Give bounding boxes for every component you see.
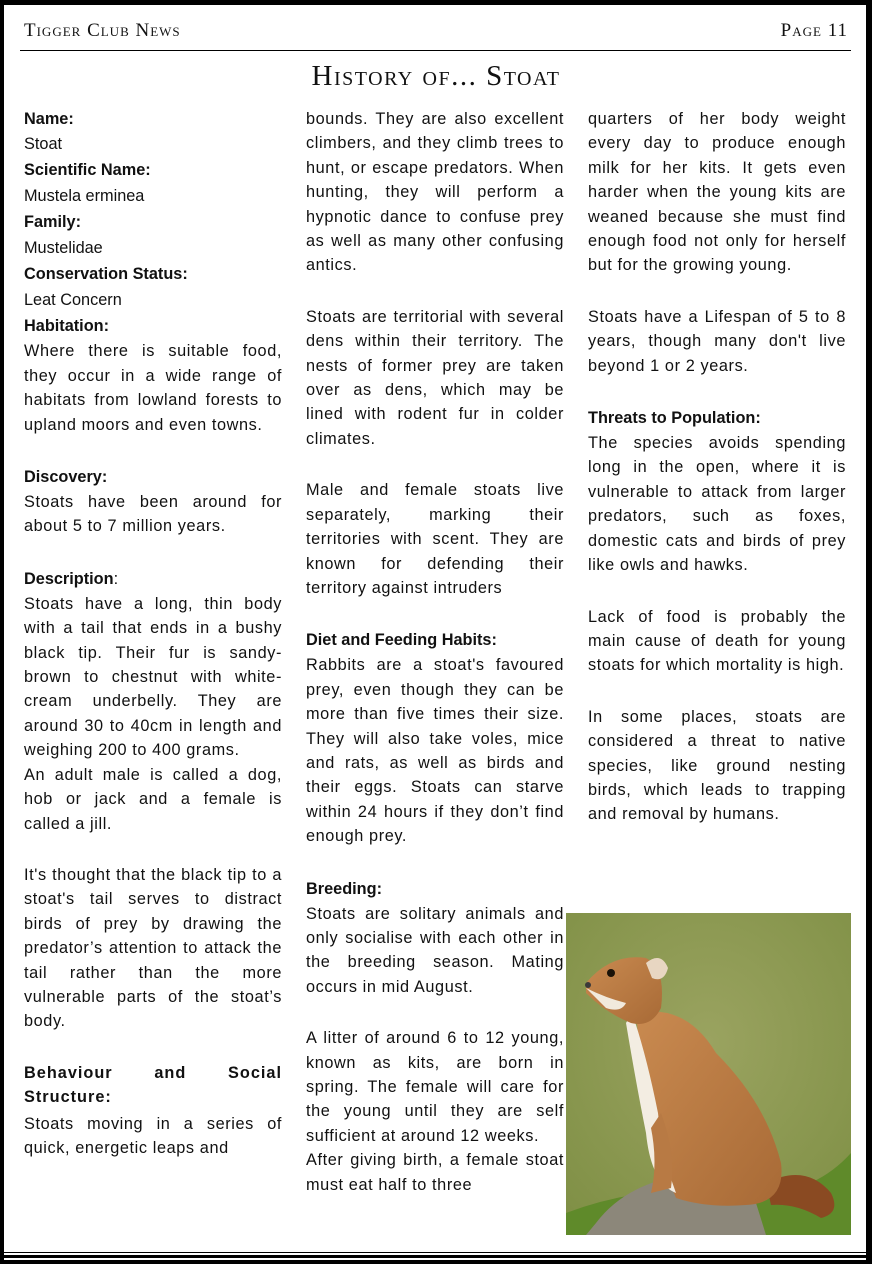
- page-number: Page 11: [780, 20, 848, 41]
- fact-label-conservation-status: Conservation Status:: [24, 265, 188, 284]
- fact-value-conservation-status: Leat Concern: [24, 291, 122, 310]
- threats-native-species-text: In some places, stoats are considered a threat to native species, like ground nesting birds, which leads to trapping and removal by humans.: [588, 707, 846, 824]
- breeding-text: Stoats are solitary animals and only socialise with each other in the breeding season. Mating occurs in mid August.: [306, 904, 564, 996]
- description-text: Stoats have a long, thin body with a tail that ends in a bushy black tip. Their fur is sandy-brown to chestnut with white-cream underbelly. They are around 30 to 40cm in length and weighing 200 to 400 grams.: [24, 594, 282, 760]
- discovery-heading: Discovery:: [24, 468, 108, 487]
- behaviour-text-continued: bounds. They are also excellent climbers, and they climb trees to hunt, or escape predators. When hunting, they will perform a hypnotic dance to confuse prey as well as many other confusing antics.: [306, 110, 564, 275]
- description-heading-colon: :: [113, 569, 119, 588]
- habitation-heading: Habitation:: [24, 317, 110, 336]
- fact-label-scientific-name: Scientific Name:: [24, 161, 151, 180]
- breeding-feeding-text-start: After giving birth, a female stoat must eat half to three: [306, 1151, 564, 1194]
- header-rule: [20, 50, 851, 51]
- article-title: History of... Stoat: [311, 60, 561, 92]
- publication-name: Tigger Club News: [24, 20, 181, 41]
- page-border-left: [0, 0, 4, 1264]
- fact-value-scientific-name: Mustela erminea: [24, 187, 145, 206]
- habitation-text: Where there is suitable food, they occur in a wide range of habitats from lowland forests to upland moors and even towns.: [24, 342, 282, 434]
- description-heading-line: [24, 566, 282, 592]
- stoat-photo: [566, 913, 851, 1235]
- diet-heading: Diet and Feeding Habits:: [306, 631, 497, 650]
- description-names-text: An adult male is called a dog, hob or jack and a female is called a jill.: [24, 765, 282, 833]
- column-1: [24, 107, 282, 1160]
- description-tail-text: It's thought that the black tip to a stoat's tail serves to distract birds of prey by drawing the predator’s attention to attack the tail rather than the more vulnerable parts of the stoat’s body.: [24, 865, 282, 1031]
- column-3: [588, 107, 846, 827]
- breeding-litter-text: A litter of around 6 to 12 young, known as kits, are born in spring. The female will care for the young until they are self sufficient at around 12 weeks.: [306, 1029, 564, 1145]
- running-header: [24, 20, 848, 46]
- behaviour-scent-text: Male and female stoats live separately, marking their territories with scent. They are known for defending their territory against intruders: [306, 481, 564, 597]
- fact-label-family: Family:: [24, 213, 82, 232]
- threats-food-text: Lack of food is probably the main cause of death for young stoats for which mortality is high.: [588, 607, 846, 675]
- breeding-heading: Breeding:: [306, 879, 382, 898]
- breeding-feeding-text-continued: quarters of her body weight every day to produce enough milk for her kits. It gets even harder when the young kits are weaned because she must find enough food not only for herself but for the growing young.: [588, 110, 846, 275]
- page-border-bottom: [0, 1255, 872, 1258]
- page-border-top: [0, 0, 872, 5]
- threats-predators-text: The species avoids spending long in the open, where it is vulnerable to attack from larger predators, such as foxes, domestic cats and birds of prey like owls and hawks.: [588, 434, 846, 575]
- page-border-bottom-inner: [0, 1252, 866, 1253]
- stoat-eye: [607, 969, 615, 977]
- page-border-bottom-outer: [0, 1260, 872, 1264]
- fact-value-family: Mustelidae: [24, 239, 103, 258]
- stoat-nose: [585, 982, 591, 988]
- lifespan-text: Stoats have a Lifespan of 5 to 8 years, though many don't live beyond 1 or 2 years.: [588, 307, 846, 375]
- threats-heading: Threats to Population:: [588, 409, 761, 428]
- stoat-illustration: [566, 913, 851, 1235]
- behaviour-territory-text: Stoats are territorial with several dens within their territory. The nests of former prey are taken over as dens, which may be lined with rodent fur in colder climates.: [306, 307, 564, 448]
- behaviour-heading: Behaviour and Social Structure:: [24, 1063, 282, 1107]
- fact-value-name: Stoat: [24, 135, 63, 154]
- description-heading: Description: [24, 569, 114, 588]
- column-2: [306, 107, 564, 1197]
- page-border-right: [866, 0, 872, 1264]
- fact-label-name: Name:: [24, 110, 74, 128]
- behaviour-text-start: Stoats moving in a series of quick, energetic leaps and: [24, 1114, 282, 1157]
- diet-text: Rabbits are a stoat's favoured prey, even though they can be more than five times their size. They will also take voles, mice and rats, as well as birds and their eggs. Stoats can starve within 24 hours if they don’t find enough prey.: [306, 656, 564, 846]
- discovery-text: Stoats have been around for about 5 to 7 million years.: [24, 493, 282, 536]
